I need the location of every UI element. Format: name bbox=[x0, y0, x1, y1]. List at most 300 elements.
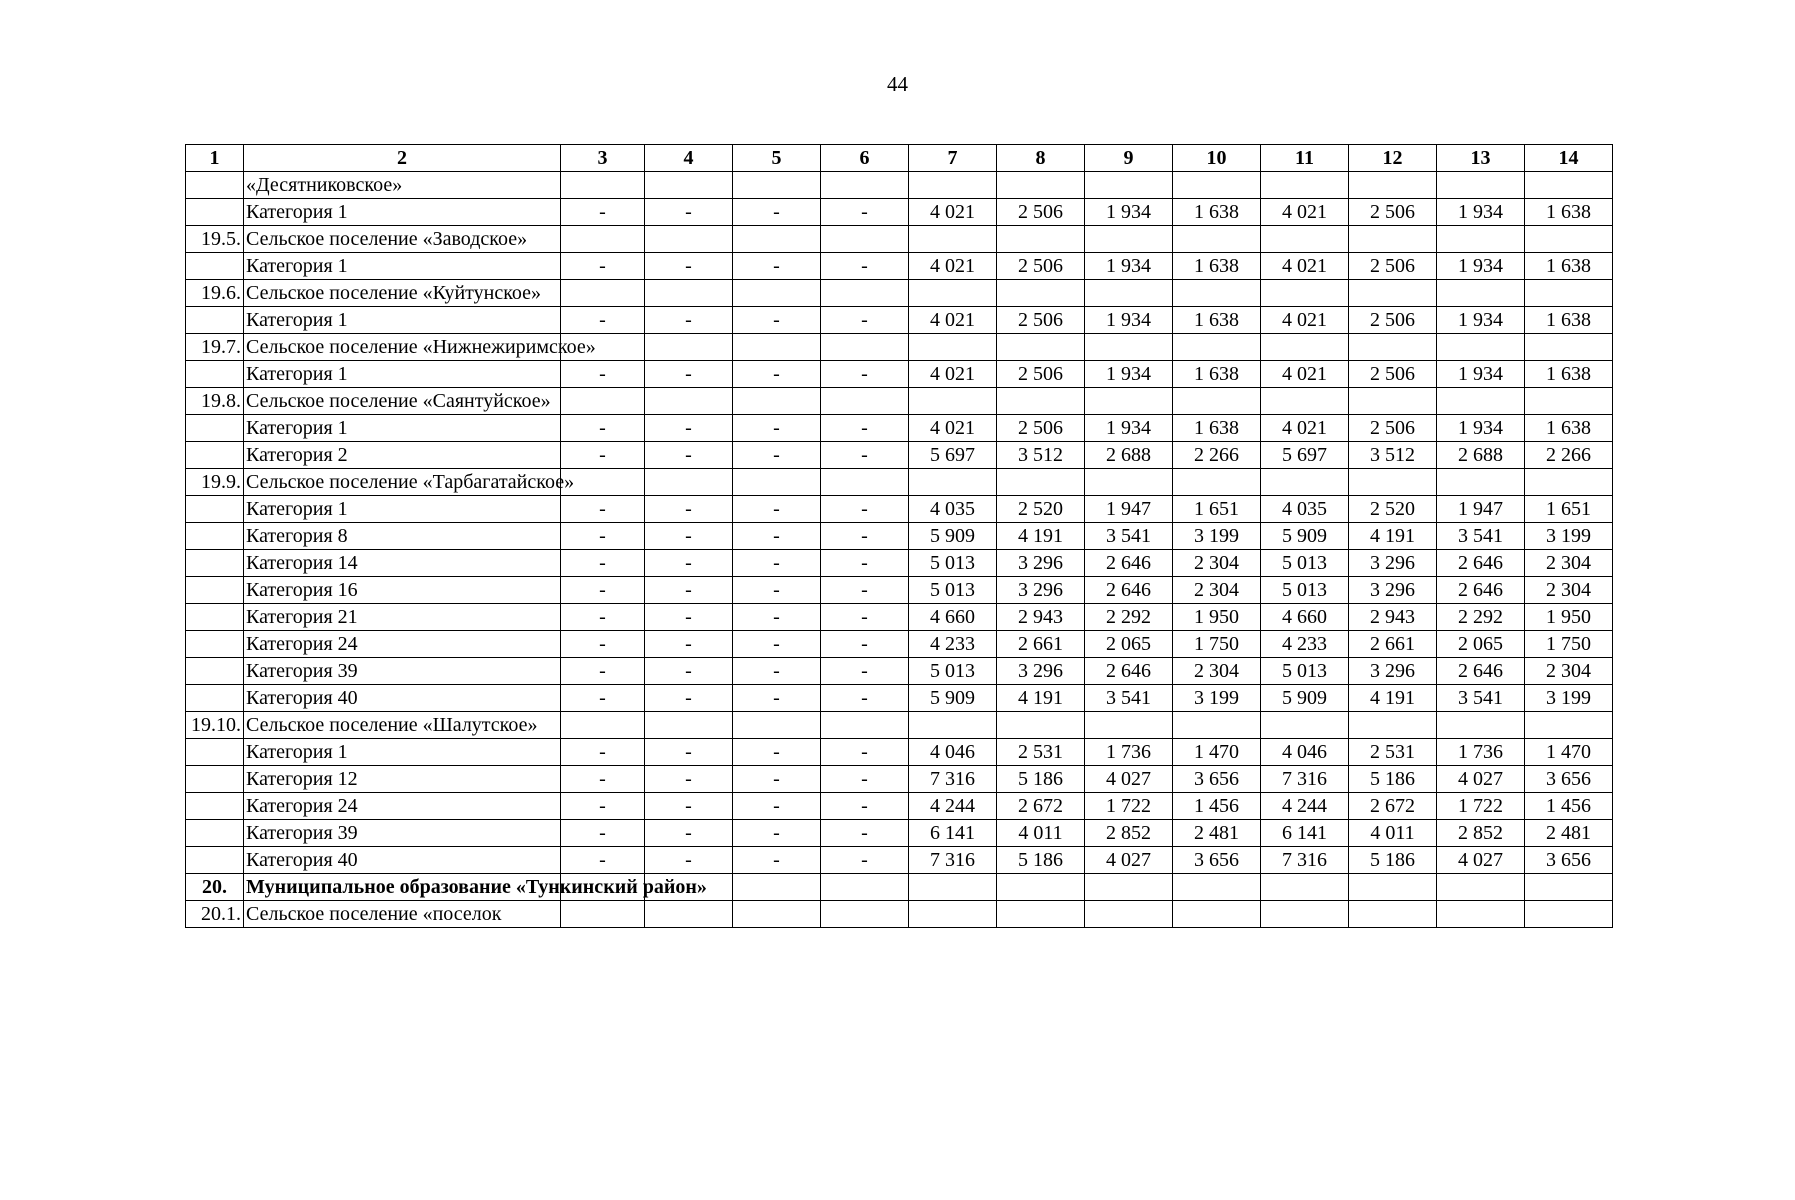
value-cell: 3 656 bbox=[1525, 847, 1613, 874]
row-number-cell: 19.7. bbox=[186, 334, 244, 361]
row-number-cell bbox=[186, 739, 244, 766]
value-cell: - bbox=[821, 415, 909, 442]
column-header: 2 bbox=[244, 145, 561, 172]
table-row bbox=[186, 388, 1613, 415]
value-cell bbox=[1085, 226, 1173, 253]
row-name-cell: Категория 40 bbox=[244, 685, 561, 712]
value-cell bbox=[909, 334, 997, 361]
table-row bbox=[186, 550, 1613, 577]
value-cell: - bbox=[561, 253, 645, 280]
value-cell bbox=[821, 388, 909, 415]
value-cell: 2 646 bbox=[1085, 577, 1173, 604]
value-cell: 2 481 bbox=[1173, 820, 1261, 847]
value-cell: 4 021 bbox=[1261, 253, 1349, 280]
row-name-cell: Категория 1 bbox=[244, 496, 561, 523]
value-cell bbox=[997, 388, 1085, 415]
value-cell bbox=[1261, 901, 1349, 928]
table-row bbox=[186, 793, 1613, 820]
value-cell: 1 934 bbox=[1437, 253, 1525, 280]
value-cell: 4 021 bbox=[1261, 415, 1349, 442]
row-name-cell: Категория 24 bbox=[244, 631, 561, 658]
value-cell: - bbox=[561, 658, 645, 685]
value-cell: - bbox=[561, 847, 645, 874]
value-cell: - bbox=[821, 307, 909, 334]
row-number-cell: 19.6. bbox=[186, 280, 244, 307]
column-header: 10 bbox=[1173, 145, 1261, 172]
value-cell bbox=[821, 874, 909, 901]
value-cell: 2 481 bbox=[1525, 820, 1613, 847]
value-cell: 2 661 bbox=[997, 631, 1085, 658]
row-number-cell bbox=[186, 577, 244, 604]
row-number-cell bbox=[186, 496, 244, 523]
value-cell: - bbox=[733, 685, 821, 712]
row-number-cell bbox=[186, 658, 244, 685]
value-cell bbox=[1173, 874, 1261, 901]
value-cell: 2 304 bbox=[1525, 577, 1613, 604]
value-cell bbox=[1173, 388, 1261, 415]
value-cell: 2 304 bbox=[1173, 550, 1261, 577]
value-cell: - bbox=[821, 523, 909, 550]
value-cell: 3 512 bbox=[1349, 442, 1437, 469]
row-number-cell bbox=[186, 793, 244, 820]
value-cell: 7 316 bbox=[1261, 766, 1349, 793]
value-cell: 3 541 bbox=[1085, 685, 1173, 712]
value-cell: 1 934 bbox=[1085, 415, 1173, 442]
value-cell: - bbox=[645, 604, 733, 631]
value-cell: 1 638 bbox=[1173, 307, 1261, 334]
value-cell: - bbox=[561, 604, 645, 631]
value-cell bbox=[1173, 280, 1261, 307]
value-cell bbox=[1085, 334, 1173, 361]
value-cell: - bbox=[561, 550, 645, 577]
value-cell: 1 638 bbox=[1525, 253, 1613, 280]
table-row bbox=[186, 712, 1613, 739]
value-cell: - bbox=[645, 766, 733, 793]
value-cell: - bbox=[821, 253, 909, 280]
value-cell: - bbox=[561, 442, 645, 469]
value-cell: - bbox=[733, 550, 821, 577]
row-number-cell: 19.5. bbox=[186, 226, 244, 253]
value-cell bbox=[909, 469, 997, 496]
value-cell: - bbox=[733, 199, 821, 226]
value-cell: - bbox=[733, 496, 821, 523]
value-cell bbox=[733, 901, 821, 928]
table-row bbox=[186, 523, 1613, 550]
value-cell bbox=[1525, 334, 1613, 361]
value-cell bbox=[1349, 901, 1437, 928]
value-cell: 2 688 bbox=[1085, 442, 1173, 469]
row-number-cell bbox=[186, 847, 244, 874]
value-cell: - bbox=[645, 523, 733, 550]
value-cell: 2 520 bbox=[1349, 496, 1437, 523]
table-row bbox=[186, 280, 1613, 307]
table-row bbox=[186, 658, 1613, 685]
column-header: 8 bbox=[997, 145, 1085, 172]
value-cell: 2 065 bbox=[1437, 631, 1525, 658]
value-cell bbox=[645, 388, 733, 415]
value-cell: - bbox=[561, 739, 645, 766]
value-cell: 1 750 bbox=[1525, 631, 1613, 658]
row-number-cell bbox=[186, 550, 244, 577]
value-cell: 4 191 bbox=[1349, 685, 1437, 712]
value-cell: - bbox=[561, 820, 645, 847]
value-cell bbox=[1437, 226, 1525, 253]
value-cell: 3 199 bbox=[1525, 685, 1613, 712]
value-cell: 6 141 bbox=[1261, 820, 1349, 847]
value-cell: 2 304 bbox=[1525, 550, 1613, 577]
table-row bbox=[186, 604, 1613, 631]
row-name-cell: Сельское поселение «Шалутское» bbox=[244, 712, 561, 739]
value-cell: - bbox=[645, 685, 733, 712]
value-cell bbox=[997, 226, 1085, 253]
value-cell: 2 943 bbox=[997, 604, 1085, 631]
value-cell bbox=[1085, 172, 1173, 199]
value-cell: - bbox=[561, 415, 645, 442]
value-cell bbox=[1085, 874, 1173, 901]
value-cell bbox=[909, 280, 997, 307]
row-name-cell: Сельское поселение «Нижнежиримское» bbox=[244, 334, 561, 361]
value-cell: 5 013 bbox=[1261, 658, 1349, 685]
value-cell bbox=[997, 334, 1085, 361]
row-name-cell: Категория 14 bbox=[244, 550, 561, 577]
value-cell: 3 656 bbox=[1173, 766, 1261, 793]
value-cell: 4 035 bbox=[1261, 496, 1349, 523]
value-cell bbox=[1437, 712, 1525, 739]
value-cell: 1 934 bbox=[1437, 415, 1525, 442]
value-cell: - bbox=[733, 253, 821, 280]
value-cell bbox=[1437, 388, 1525, 415]
value-cell: 1 638 bbox=[1525, 199, 1613, 226]
value-cell bbox=[1261, 388, 1349, 415]
value-cell: - bbox=[733, 604, 821, 631]
value-cell: 3 296 bbox=[997, 658, 1085, 685]
value-cell bbox=[1349, 874, 1437, 901]
value-cell bbox=[645, 469, 733, 496]
value-cell: - bbox=[733, 793, 821, 820]
value-cell bbox=[1525, 172, 1613, 199]
value-cell bbox=[997, 901, 1085, 928]
value-cell: 4 233 bbox=[909, 631, 997, 658]
value-cell: 2 506 bbox=[1349, 415, 1437, 442]
value-cell bbox=[1261, 172, 1349, 199]
value-cell: 4 244 bbox=[909, 793, 997, 820]
value-cell bbox=[909, 172, 997, 199]
value-cell bbox=[1437, 172, 1525, 199]
value-cell: - bbox=[645, 820, 733, 847]
value-cell: 4 660 bbox=[1261, 604, 1349, 631]
value-cell bbox=[561, 226, 645, 253]
value-cell bbox=[1173, 334, 1261, 361]
value-cell bbox=[1437, 280, 1525, 307]
value-cell: 7 316 bbox=[909, 847, 997, 874]
value-cell: 4 244 bbox=[1261, 793, 1349, 820]
value-cell: 1 722 bbox=[1085, 793, 1173, 820]
value-cell bbox=[733, 712, 821, 739]
value-cell: 2 506 bbox=[997, 307, 1085, 334]
value-cell: 2 065 bbox=[1085, 631, 1173, 658]
value-cell: 1 934 bbox=[1437, 307, 1525, 334]
value-cell: 5 909 bbox=[909, 685, 997, 712]
value-cell: 2 646 bbox=[1437, 658, 1525, 685]
value-cell: - bbox=[561, 631, 645, 658]
value-cell: 1 950 bbox=[1173, 604, 1261, 631]
value-cell: 2 852 bbox=[1437, 820, 1525, 847]
value-cell: 1 947 bbox=[1085, 496, 1173, 523]
value-cell: - bbox=[733, 739, 821, 766]
value-cell bbox=[1173, 172, 1261, 199]
value-cell: 5 186 bbox=[1349, 766, 1437, 793]
value-cell: 1 934 bbox=[1085, 307, 1173, 334]
value-cell: - bbox=[645, 631, 733, 658]
table-row bbox=[186, 469, 1613, 496]
value-cell bbox=[1173, 469, 1261, 496]
value-cell bbox=[821, 334, 909, 361]
page-number: 44 bbox=[887, 72, 908, 96]
value-cell: 2 304 bbox=[1525, 658, 1613, 685]
value-cell: - bbox=[561, 523, 645, 550]
row-name-cell: Категория 24 bbox=[244, 793, 561, 820]
row-number-cell: 20.1. bbox=[186, 901, 244, 928]
value-cell: 5 186 bbox=[997, 766, 1085, 793]
value-cell: - bbox=[733, 361, 821, 388]
value-cell: 1 638 bbox=[1525, 415, 1613, 442]
value-cell: 2 672 bbox=[997, 793, 1085, 820]
value-cell: 1 934 bbox=[1437, 199, 1525, 226]
value-cell: 2 506 bbox=[1349, 253, 1437, 280]
value-cell: 4 011 bbox=[1349, 820, 1437, 847]
value-cell: 1 950 bbox=[1525, 604, 1613, 631]
value-cell bbox=[1261, 280, 1349, 307]
value-cell: 5 013 bbox=[1261, 577, 1349, 604]
table-row bbox=[186, 577, 1613, 604]
value-cell bbox=[1437, 901, 1525, 928]
row-name-cell: Категория 21 bbox=[244, 604, 561, 631]
value-cell: 5 697 bbox=[909, 442, 997, 469]
value-cell bbox=[733, 388, 821, 415]
value-cell bbox=[1437, 469, 1525, 496]
table-row bbox=[186, 199, 1613, 226]
value-cell: 4 191 bbox=[1349, 523, 1437, 550]
row-number-cell bbox=[186, 253, 244, 280]
column-header: 13 bbox=[1437, 145, 1525, 172]
value-cell: 2 661 bbox=[1349, 631, 1437, 658]
table-row bbox=[186, 496, 1613, 523]
value-cell: 5 186 bbox=[997, 847, 1085, 874]
row-name-cell: Категория 39 bbox=[244, 820, 561, 847]
row-name-cell: «Десятниковское» bbox=[244, 172, 561, 199]
value-cell: 2 266 bbox=[1173, 442, 1261, 469]
value-cell: - bbox=[645, 577, 733, 604]
value-cell: 1 638 bbox=[1173, 415, 1261, 442]
value-cell: 4 027 bbox=[1437, 847, 1525, 874]
value-cell: 2 292 bbox=[1085, 604, 1173, 631]
value-cell: - bbox=[821, 442, 909, 469]
row-number-cell bbox=[186, 631, 244, 658]
value-cell: - bbox=[821, 361, 909, 388]
value-cell: 3 296 bbox=[997, 550, 1085, 577]
value-cell: 1 722 bbox=[1437, 793, 1525, 820]
value-cell: 1 934 bbox=[1085, 199, 1173, 226]
row-name-cell: Сельское поселение «Куйтунское» bbox=[244, 280, 561, 307]
value-cell bbox=[1349, 280, 1437, 307]
row-number-cell bbox=[186, 307, 244, 334]
value-cell: - bbox=[733, 847, 821, 874]
row-number-cell bbox=[186, 523, 244, 550]
column-header: 11 bbox=[1261, 145, 1349, 172]
value-cell bbox=[1085, 388, 1173, 415]
value-cell: - bbox=[733, 631, 821, 658]
value-cell: 1 934 bbox=[1085, 361, 1173, 388]
value-cell bbox=[1349, 469, 1437, 496]
value-cell: 4 035 bbox=[909, 496, 997, 523]
row-number-cell bbox=[186, 820, 244, 847]
value-cell: 1 456 bbox=[1173, 793, 1261, 820]
column-header: 4 bbox=[645, 145, 733, 172]
value-cell bbox=[821, 712, 909, 739]
value-cell: 4 233 bbox=[1261, 631, 1349, 658]
value-cell bbox=[645, 226, 733, 253]
value-cell bbox=[1349, 334, 1437, 361]
value-cell: 1 651 bbox=[1173, 496, 1261, 523]
value-cell: - bbox=[645, 307, 733, 334]
row-name-cell: Категория 1 bbox=[244, 199, 561, 226]
table-row bbox=[186, 334, 1613, 361]
row-name-cell: Категория 1 bbox=[244, 253, 561, 280]
value-cell: - bbox=[821, 577, 909, 604]
value-cell: 6 141 bbox=[909, 820, 997, 847]
value-cell: 4 191 bbox=[997, 523, 1085, 550]
value-cell: 2 506 bbox=[997, 361, 1085, 388]
value-cell: - bbox=[821, 685, 909, 712]
row-name-cell: Категория 1 bbox=[244, 307, 561, 334]
value-cell bbox=[1085, 280, 1173, 307]
value-cell bbox=[1085, 469, 1173, 496]
value-cell: 4 191 bbox=[997, 685, 1085, 712]
value-cell bbox=[997, 172, 1085, 199]
value-cell: - bbox=[821, 604, 909, 631]
table-row bbox=[186, 307, 1613, 334]
value-cell bbox=[733, 334, 821, 361]
row-number-cell: 19.9. bbox=[186, 469, 244, 496]
value-cell: 3 541 bbox=[1437, 523, 1525, 550]
value-cell: 1 638 bbox=[1525, 361, 1613, 388]
table-row bbox=[186, 901, 1613, 928]
value-cell: 3 512 bbox=[997, 442, 1085, 469]
value-cell: 2 531 bbox=[1349, 739, 1437, 766]
value-cell: 3 296 bbox=[1349, 550, 1437, 577]
value-cell: - bbox=[645, 199, 733, 226]
value-cell bbox=[733, 280, 821, 307]
table-row bbox=[186, 415, 1613, 442]
value-cell: 2 672 bbox=[1349, 793, 1437, 820]
value-cell: 1 651 bbox=[1525, 496, 1613, 523]
column-header: 12 bbox=[1349, 145, 1437, 172]
value-cell: 2 304 bbox=[1173, 658, 1261, 685]
row-number-cell: 20. bbox=[186, 874, 244, 901]
value-cell bbox=[821, 226, 909, 253]
value-cell: - bbox=[733, 766, 821, 793]
table-row bbox=[186, 253, 1613, 280]
row-number-cell bbox=[186, 685, 244, 712]
value-cell: 4 021 bbox=[909, 361, 997, 388]
value-cell: 1 736 bbox=[1085, 739, 1173, 766]
value-cell: 4 046 bbox=[1261, 739, 1349, 766]
value-cell bbox=[1261, 469, 1349, 496]
value-cell: 3 199 bbox=[1173, 523, 1261, 550]
value-cell bbox=[561, 280, 645, 307]
value-cell: - bbox=[645, 847, 733, 874]
value-cell bbox=[1525, 226, 1613, 253]
row-number-cell: 19.10. bbox=[186, 712, 244, 739]
value-cell bbox=[1437, 334, 1525, 361]
value-cell: 3 296 bbox=[1349, 658, 1437, 685]
value-cell: - bbox=[645, 550, 733, 577]
value-cell: 1 638 bbox=[1173, 361, 1261, 388]
value-cell: 4 021 bbox=[909, 307, 997, 334]
table-row bbox=[186, 172, 1613, 199]
value-cell bbox=[1261, 712, 1349, 739]
value-cell bbox=[1525, 712, 1613, 739]
value-cell: 4 021 bbox=[1261, 307, 1349, 334]
value-cell: 2 292 bbox=[1437, 604, 1525, 631]
value-cell: 5 697 bbox=[1261, 442, 1349, 469]
value-cell: - bbox=[561, 496, 645, 523]
column-header: 7 bbox=[909, 145, 997, 172]
value-cell: 5 909 bbox=[1261, 523, 1349, 550]
value-cell: 5 186 bbox=[1349, 847, 1437, 874]
value-cell: 2 688 bbox=[1437, 442, 1525, 469]
table-row bbox=[186, 442, 1613, 469]
value-cell: 4 021 bbox=[909, 415, 997, 442]
value-cell: - bbox=[645, 415, 733, 442]
value-cell: 1 934 bbox=[1085, 253, 1173, 280]
value-cell: 2 506 bbox=[1349, 307, 1437, 334]
value-cell: 2 646 bbox=[1437, 550, 1525, 577]
value-cell: 3 199 bbox=[1173, 685, 1261, 712]
value-cell bbox=[1349, 712, 1437, 739]
value-cell: - bbox=[645, 253, 733, 280]
value-cell: 2 506 bbox=[997, 415, 1085, 442]
value-cell: - bbox=[645, 361, 733, 388]
value-cell: - bbox=[821, 847, 909, 874]
table-row bbox=[186, 820, 1613, 847]
value-cell bbox=[1349, 388, 1437, 415]
value-cell: - bbox=[561, 199, 645, 226]
value-cell bbox=[909, 388, 997, 415]
value-cell: 3 199 bbox=[1525, 523, 1613, 550]
value-cell: 2 531 bbox=[997, 739, 1085, 766]
value-cell bbox=[821, 469, 909, 496]
value-cell: 1 470 bbox=[1173, 739, 1261, 766]
row-name-cell: Категория 40 bbox=[244, 847, 561, 874]
value-cell: 2 646 bbox=[1085, 550, 1173, 577]
value-cell bbox=[997, 280, 1085, 307]
value-cell: 3 656 bbox=[1173, 847, 1261, 874]
row-number-cell bbox=[186, 415, 244, 442]
value-cell bbox=[997, 469, 1085, 496]
value-cell: 2 506 bbox=[1349, 199, 1437, 226]
value-cell: - bbox=[733, 307, 821, 334]
table-row bbox=[186, 847, 1613, 874]
value-cell: - bbox=[821, 766, 909, 793]
value-cell: 5 909 bbox=[1261, 685, 1349, 712]
value-cell: 2 520 bbox=[997, 496, 1085, 523]
column-header: 9 bbox=[1085, 145, 1173, 172]
value-cell: 1 736 bbox=[1437, 739, 1525, 766]
value-cell: - bbox=[821, 658, 909, 685]
row-number-cell bbox=[186, 172, 244, 199]
value-cell bbox=[645, 280, 733, 307]
